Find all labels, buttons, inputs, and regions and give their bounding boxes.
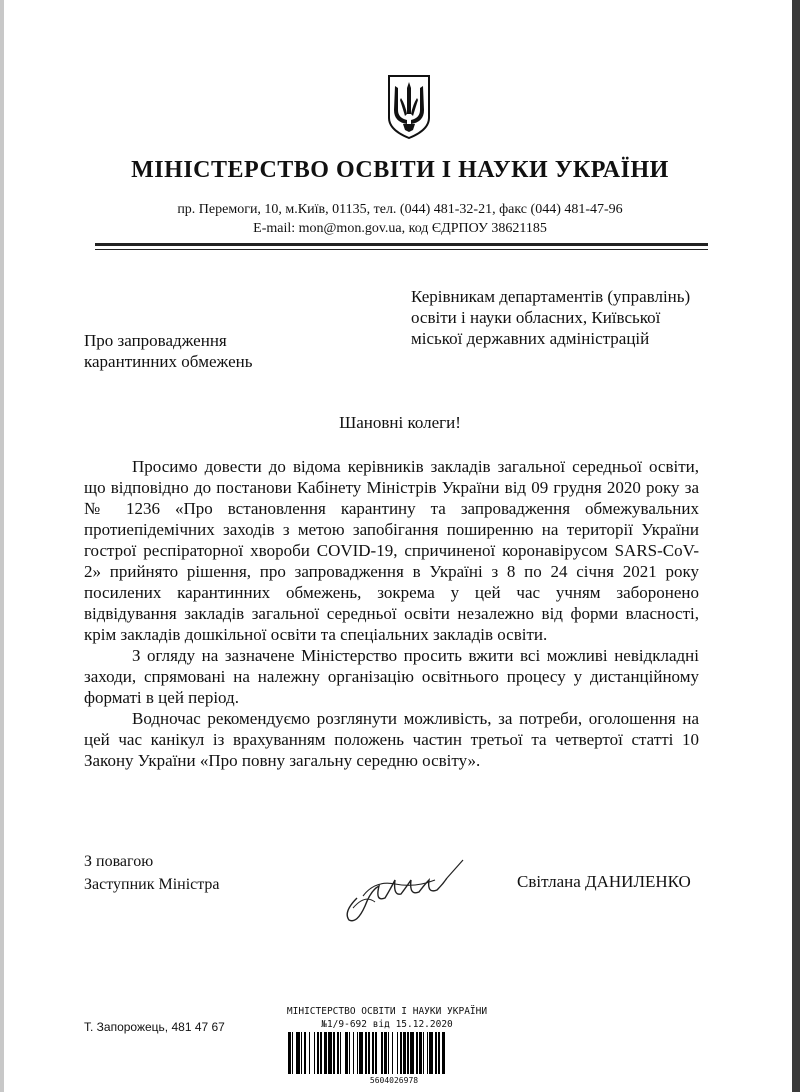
addressee-line: міської державних адміністрацій — [411, 329, 650, 348]
signer-name: Світлана ДАНИЛЕНКО — [517, 872, 691, 891]
email-line: E-mail: mon@mon.gov.ua, код ЄДРПОУ 38621185 — [253, 221, 547, 236]
addressee-line: Керівникам департаментів (управлінь) — [411, 287, 691, 306]
body-paragraph: З огляду на зазначене Міністерство просить вжити всі можливі невідкладні заходи, спрямовані на належну організацію освітнього процесу у дистанційному форматі в цей період. — [84, 646, 699, 707]
header-rule-thin — [95, 249, 708, 250]
signer-position: Заступник Міністра — [84, 876, 220, 893]
greeting: Шановні колеги! — [339, 413, 461, 432]
closing-block — [84, 850, 220, 896]
body-paragraph: Просимо довести до відома керівників закладів загальної середньої освіти, що відповідно до постанови Кабінету Міністрів України від 09 грудня 2020 року за № 1236 «Про встановлення карантину та запровадження обмежувальних протиепідемічних заходів з метою запобігання поширенню на території України гострої респіраторної хвороби COVID-19, спричиненої коронавірусом SARS-CoV-2» прийнято рішення, про запровадження в Україні з 8 по 24 січня 2021 року посилених карантинних обмежень, зокрема у цей час учням заборонено відвідування закладів загальної середньої освіти незалежно від форми власності, крім закладів дошкільної освіти та спеціальних закладів освіти. — [84, 457, 699, 644]
body-paragraph: Водночас рекомендуємо розглянути можливість, за потреби, оголошення на цей час канікул із врахуванням положень частин третьої та четвертої статті 10 Закону України «Про повну загальну середню освіту». — [84, 709, 699, 770]
trident-emblem-icon — [385, 74, 433, 140]
handwritten-signature — [335, 850, 475, 930]
stamp-number-date: №1/9-692 від 15.12.2020 — [321, 1019, 453, 1030]
barcode-number: 5604026978 — [369, 1076, 419, 1085]
addressee-line: освіти і науки обласних, Київської — [411, 308, 661, 327]
addressee-block — [411, 286, 751, 349]
letter-body — [84, 456, 699, 771]
registration-barcode — [288, 1032, 500, 1074]
closing-regards: З повагою — [84, 853, 154, 870]
subject-line: карантинних обмежень — [84, 352, 253, 371]
ministry-contacts — [0, 200, 800, 238]
subject-block — [84, 330, 344, 372]
subject-line: Про запровадження — [84, 331, 227, 350]
registration-stamp — [262, 1005, 512, 1031]
ministry-title: МІНІСТЕРСТВО ОСВІТИ І НАУКИ УКРАЇНИ — [131, 157, 669, 183]
header-rule-thick — [95, 243, 708, 246]
barcode-gap — [445, 1032, 446, 1074]
stamp-org: МІНІСТЕРСТВО ОСВІТИ І НАУКИ УКРАЇНИ — [286, 1006, 488, 1017]
address-line: пр. Перемоги, 10, м.Київ, 01135, тел. (044) 481-32-21, факс (044) 481-47-96 — [177, 202, 623, 217]
executor-contact: Т. Запорожець, 481 47 67 — [84, 1020, 225, 1034]
